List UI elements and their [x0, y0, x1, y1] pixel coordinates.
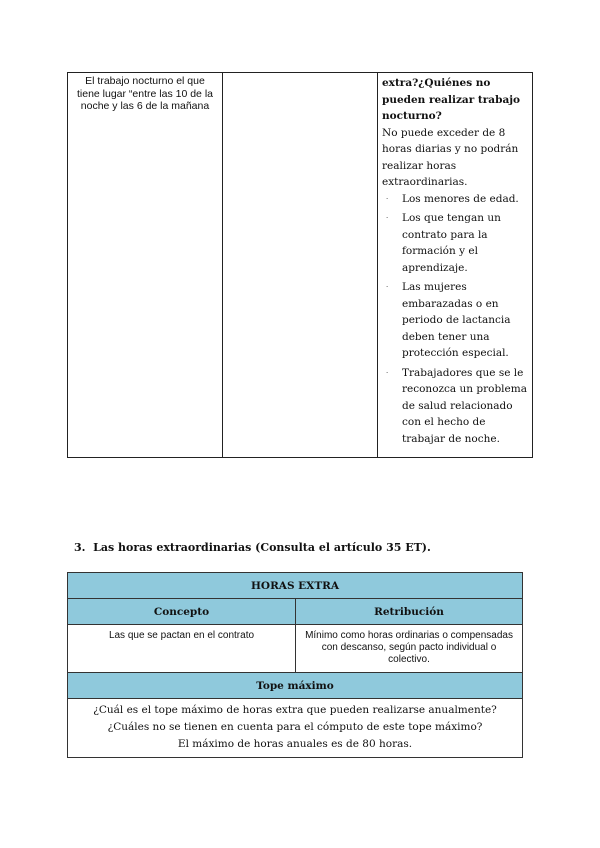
- bullet-icon: ·: [386, 368, 389, 377]
- section-heading: [74, 541, 431, 554]
- section-title: Las horas extraordinarias (Consulta el artículo 35 ET).: [93, 541, 431, 554]
- night-work-definition: El trabajo nocturno el que tiene lugar “entre las 10 de la noche y las 6 de la mañana: [76, 75, 213, 112]
- list-item-text: Los que tengan un contrato para la formación y el aprendizaje.: [402, 212, 501, 274]
- tope-maximo-header: Tope máximo: [68, 673, 523, 699]
- tope-maximo-answer: El máximo de horas anuales es de 80 horas.: [177, 738, 413, 750]
- table-row: [68, 625, 523, 673]
- bullet-icon: ·: [386, 283, 389, 291]
- horas-extra-table: [67, 572, 523, 758]
- night-work-definition-cell: [68, 73, 223, 458]
- tope-maximo-cell: [68, 699, 523, 758]
- list-item-text: Trabajadores que se le reconozca un problema de salud relacionado con el hecho de trabajar de noche.: [402, 366, 527, 445]
- list-item-text: Las mujeres embarazadas o en periodo de lactancia deben tener una protección especial.: [402, 281, 511, 359]
- night-work-table: [67, 72, 533, 458]
- list-item: [382, 210, 528, 276]
- column-header-concepto: Concepto: [68, 599, 296, 625]
- restrictions-intro: No puede exceder de 8 horas diarias y no podrán realizar horas extraordinarias.: [382, 126, 519, 188]
- list-item-text: Los menores de edad.: [402, 192, 519, 205]
- night-work-restrictions-cell: [378, 73, 533, 458]
- column-header-retribucion: Retribución: [296, 599, 523, 625]
- section-number: 3.: [74, 541, 86, 554]
- empty-middle-cell: [223, 73, 378, 458]
- restrictions-list: [382, 191, 528, 448]
- bullet-icon: ·: [386, 214, 389, 222]
- bullet-icon: ·: [386, 194, 389, 203]
- concepto-cell: Las que se pactan en el contrato: [68, 625, 296, 673]
- table-header: HORAS EXTRA: [68, 573, 523, 599]
- list-item: [382, 191, 528, 208]
- list-item: [382, 279, 528, 362]
- tope-maximo-question: ¿Cuál es el tope máximo de horas extra que pueden realizarse anualmente?¿Cuáles no se tienen en cuenta para el cómputo de este tope máximo?: [93, 704, 497, 733]
- list-item: [382, 365, 528, 448]
- restrictions-question: extra?¿Quiénes no pueden realizar trabajo nocturno?: [382, 77, 521, 122]
- retribucion-cell: Mínimo como horas ordinarias o compensadas con descanso, según pacto individual o colectivo.: [296, 625, 523, 673]
